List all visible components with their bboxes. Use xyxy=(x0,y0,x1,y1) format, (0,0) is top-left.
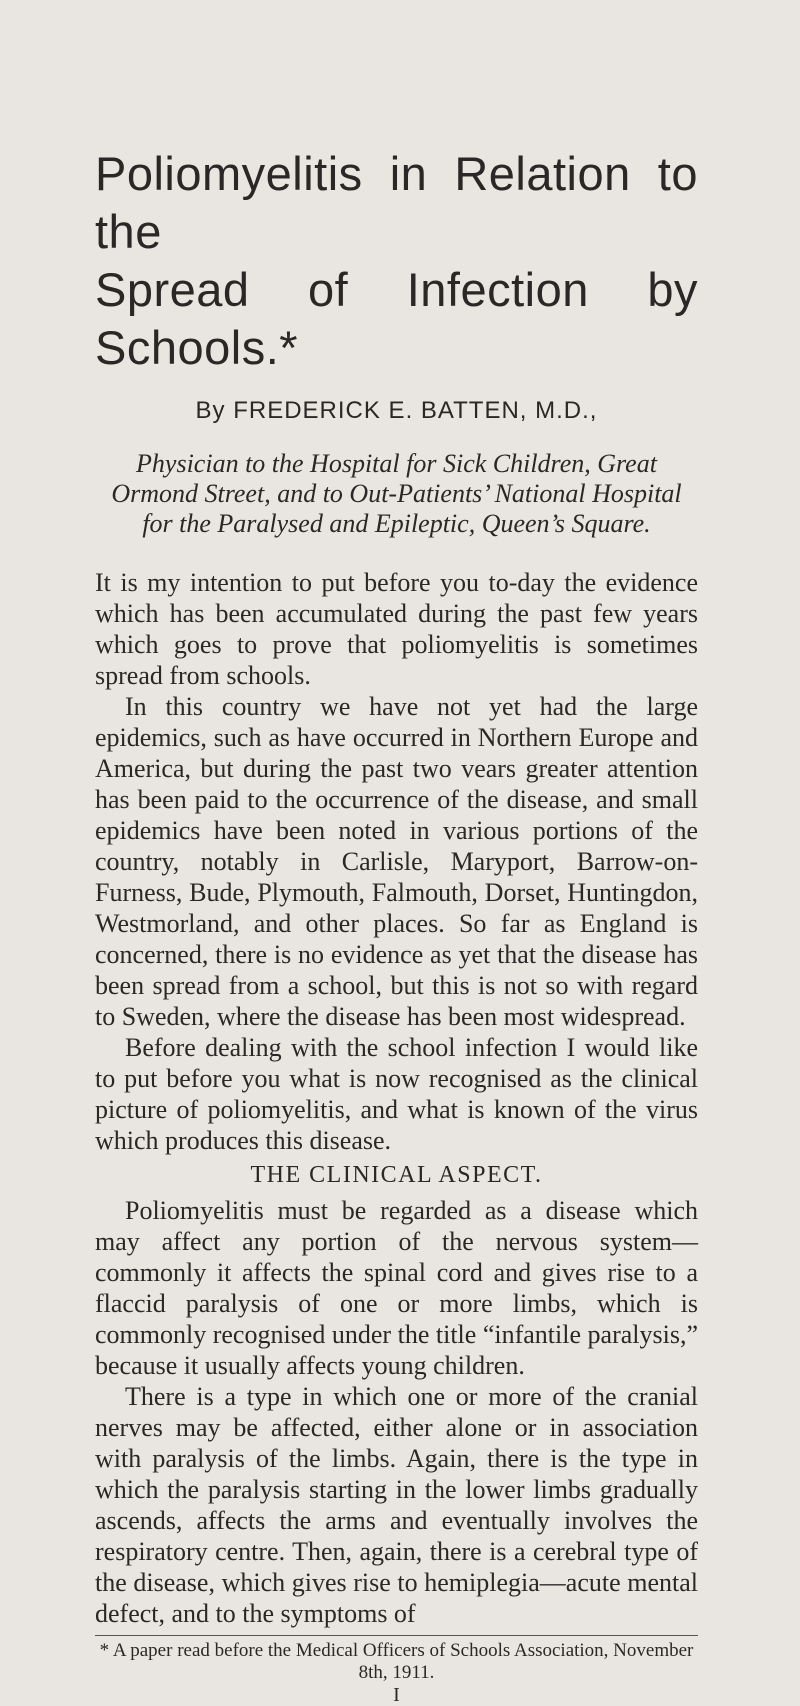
title-line-2: Spread of Infection by Schools.* xyxy=(95,263,698,374)
footnote-divider xyxy=(95,1635,698,1636)
article-body xyxy=(95,567,698,1629)
paragraph-clinical-aspect: Poliomyelitis must be regarded as a disease which may affect any portion of the nervous system—commonly it affects the spinal cord and gives rise to a flaccid paralysis of one or more limbs, which is commonly recognised under the title “infantile paralysis,” because it usually affects young children. xyxy=(95,1196,698,1380)
page-number: I xyxy=(393,1684,400,1706)
title-line-1: Poliomyelitis in Relation to the xyxy=(95,147,698,258)
paragraph-epidemics: In this country we have not yet had the large epidemics, such as have occurred in Northern Europe and America, but during the past two vears greater attention has been paid to the occurrence of the disease, and small epidemics have been noted in various portions of the country, notably in Carlisle, Maryport, Barrow-on-Furness, Bude, Plymouth, Falmouth, Dorset, Huntingdon, Westmorland, and other places. So far as England is concerned, there is no evidence as yet that the disease has been spread from a school, but this is not so with regard to Sweden, where the disease has been most widespread. xyxy=(95,692,698,1031)
page xyxy=(0,145,800,1706)
paragraph-school-infection: Before dealing with the school infection I would like to put before you what is now recognised as the clinical picture of poliomyelitis, and what is known of the virus which produces this disease. xyxy=(95,1033,698,1155)
article-title xyxy=(95,145,698,377)
paragraph-intro: It is my intention to put before you to-day the evidence which has been accumulated during the past few years which goes to prove that poliomyelitis is sometimes spread from schools. xyxy=(95,568,698,690)
footnote: * A paper read before the Medical Officers of Schools Association, November 8th, 1911. xyxy=(99,1640,694,1683)
section-heading: THE CLINICAL ASPECT. xyxy=(250,1162,543,1188)
author-byline: By FREDERICK E. BATTEN, M.D., xyxy=(195,397,598,424)
author-affiliation: Physician to the Hospital for Sick Children, Great Ormond Street, and to Out-Patients’ National Hospital for the Paralysed and Epileptic, Queen’s Square. xyxy=(111,449,682,538)
paragraph-types: There is a type in which one or more of the cranial nerves may be affected, either alone or in association with paralysis of the limbs. Again, there is the type in which the paralysis starting in the lower limbs gradually ascends, affects the arms and eventually involves the respiratory centre. Then, again, there is a cerebral type of the disease, which gives rise to hemiplegia—acute mental defect, and to the symptoms of xyxy=(95,1382,698,1628)
